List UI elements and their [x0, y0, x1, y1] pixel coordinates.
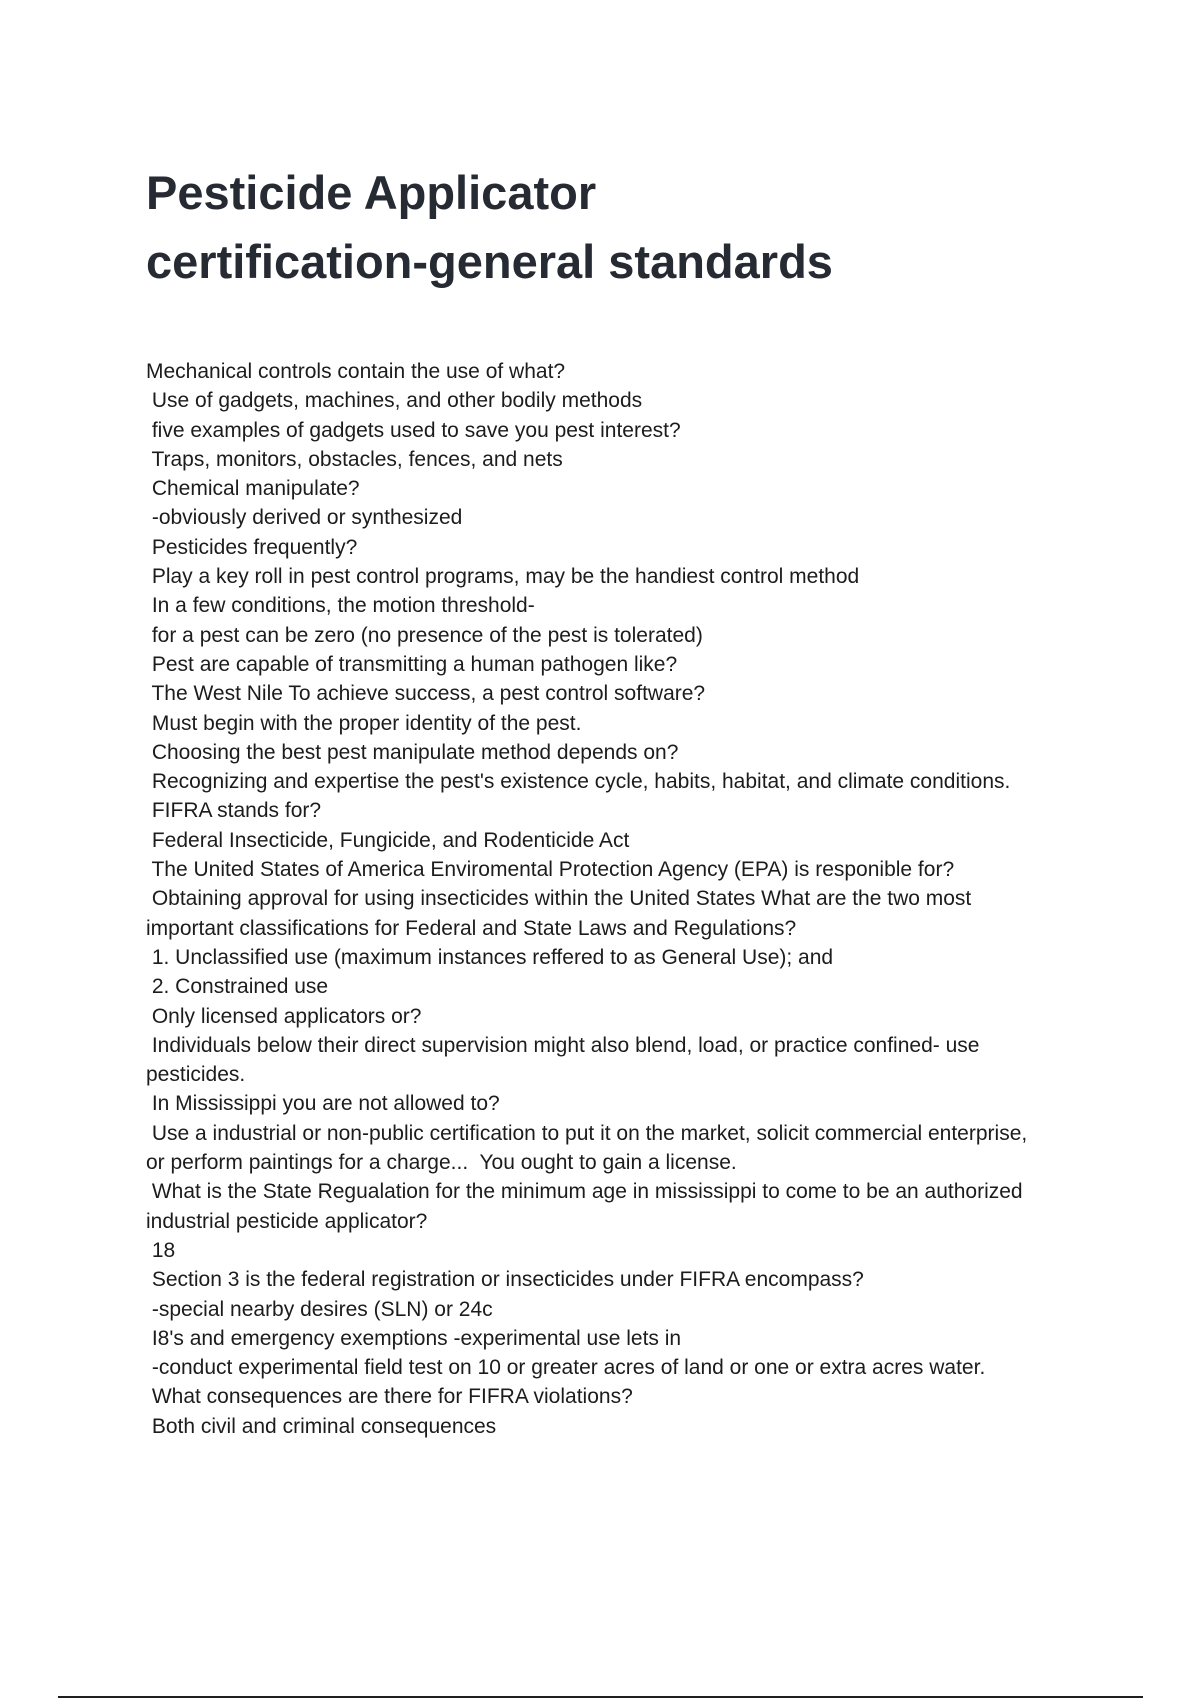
text-line: Choosing the best pest manipulate method depends on? — [146, 740, 679, 764]
text-line: important classifications for Federal and State Laws and Regulations? — [146, 916, 797, 940]
text-line: Traps, monitors, obstacles, fences, and nets — [146, 447, 563, 471]
title-line: certification-general standards — [146, 235, 833, 288]
page-title — [146, 158, 833, 296]
text-line: -special nearby desires (SLN) or 24c — [146, 1297, 493, 1321]
text-line: Mechanical controls contain the use of what? — [146, 360, 566, 383]
text-line: 18 — [146, 1238, 176, 1262]
text-line: -conduct experimental field test on 10 or greater acres of land or one or extra acres water. — [146, 1356, 986, 1380]
text-line: The United States of America Enviromental Protection Agency (EPA) is responible for? — [146, 858, 955, 882]
text-line: -obviously derived or synthesized — [146, 506, 463, 530]
text-line: FIFRA stands for? — [146, 799, 322, 823]
text-line: industrial pesticide applicator? — [146, 1209, 428, 1233]
text-line: Play a key roll in pest control programs, may be the handiest control method — [146, 565, 860, 589]
text-line: I8's and emergency exemptions -experimental use lets in — [146, 1326, 682, 1350]
text-line: Use of gadgets, machines, and other bodily methods — [146, 389, 643, 413]
footer-divider — [58, 1696, 1143, 1698]
title-line: Pesticide Applicator — [146, 166, 597, 219]
text-line: five examples of gadgets used to save you pest interest? — [146, 418, 681, 442]
text-line: The West Nile To achieve success, a pest control software? — [146, 682, 706, 706]
text-line: Pest are capable of transmitting a human pathogen like? — [146, 652, 678, 676]
text-line: pesticides. — [146, 1063, 246, 1087]
document-body — [146, 357, 1086, 1441]
text-line: Use a industrial or non-public certification to put it on the market, solicit commercial enterprise, — [146, 1121, 1028, 1145]
text-line: In a few conditions, the motion threshold- — [146, 594, 535, 618]
text-line: Section 3 is the federal registration or insecticides under FIFRA encompass? — [146, 1268, 864, 1292]
text-line: Obtaining approval for using insecticides within the United States What are the two most — [146, 887, 972, 911]
text-line: 2. Constrained use — [146, 975, 329, 999]
text-line: What is the State Regualation for the minimum age in mississippi to come to be an authorized — [146, 1180, 1023, 1204]
text-line: What consequences are there for FIFRA violations? — [146, 1385, 633, 1409]
text-line: Recognizing and expertise the pest's existence cycle, habits, habitat, and climate conditions. — [146, 770, 1011, 794]
text-line: Federal Insecticide, Fungicide, and Rodenticide Act — [146, 828, 630, 852]
text-line: Must begin with the proper identity of the pest. — [146, 711, 582, 735]
text-line: Chemical manipulate? — [146, 477, 360, 501]
text-line: or perform paintings for a charge... You ought to gain a license. — [146, 1151, 737, 1175]
text-line: Pesticides frequently? — [146, 535, 358, 559]
text-line: Individuals below their direct supervision might also blend, load, or practice confined- use — [146, 1033, 980, 1057]
text-line: Both civil and criminal consequences — [146, 1414, 497, 1438]
text-line: In Mississippi you are not allowed to? — [146, 1092, 500, 1116]
text-line: for a pest can be zero (no presence of the pest is tolerated) — [146, 623, 703, 647]
text-line: Only licensed applicators or? — [146, 1004, 422, 1028]
text-line: 1. Unclassified use (maximum instances reffered to as General Use); and — [146, 945, 834, 969]
